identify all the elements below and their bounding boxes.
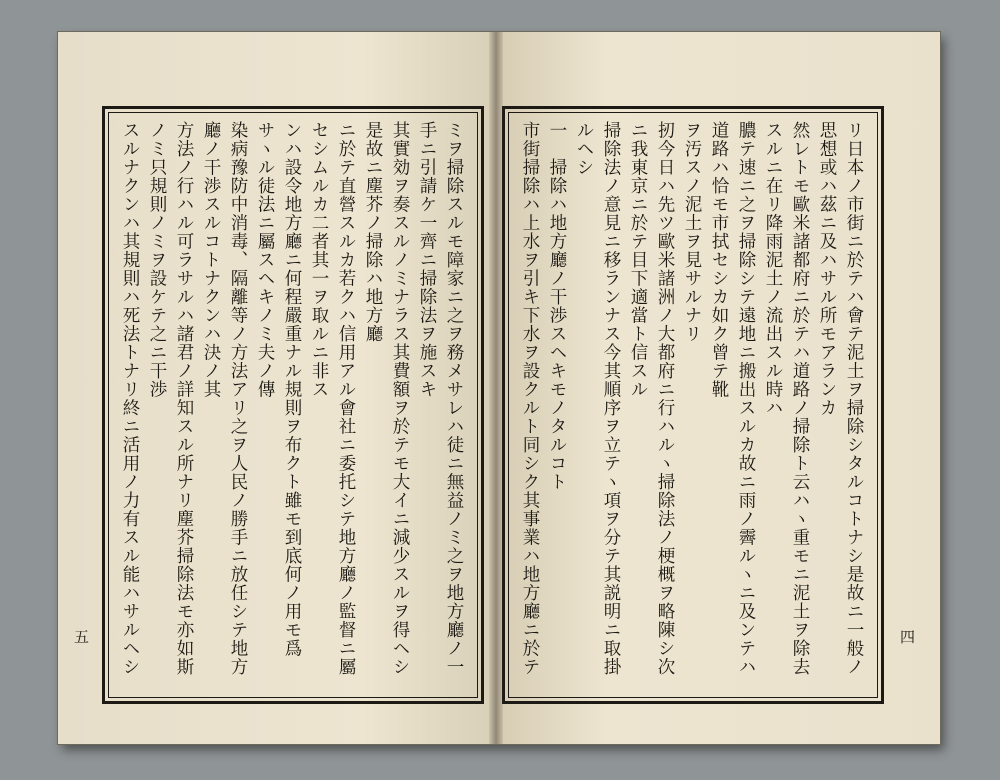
left-text-frame — [102, 106, 484, 704]
text-column: 扨今日ハ先ツ歐米諸洲ノ大都府ニ行ハルヽ掃除法ノ梗概ヲ略陳シ次ニ我東京ニ於テ目下適當ト信スル — [628, 121, 675, 676]
right-text-frame — [502, 106, 884, 704]
page-number: 四 — [900, 628, 916, 646]
text-column: ニ於テ直營スルカ若クハ信用アル會社ニ委托シテ地方廳ノ監督ニ屬セシムルカ二者其一ヲ取ルニ非ス — [309, 121, 356, 676]
text-column: 然レトモ歐米諸都府ニ於テハ道路ノ掃除ト云ハヽ重モニ泥土ヲ除去スルニ在リ降雨泥土ノ流出スル時ハ — [763, 121, 810, 676]
text-column: 市街掃除ハ上水ヲ引キ下水ヲ設クルト同シク其事業ハ地方廳ニ於テ — [520, 121, 540, 676]
left-page — [58, 32, 496, 744]
right-page-text — [519, 121, 867, 689]
text-column: 膿テ速ニ之ヲ掃除シテ遠地ニ搬出スルカ故ニ雨ノ霽ルヽニ及ンテハ道路ハ恰モ市拭セシカ如ク曾テ靴 — [709, 121, 756, 676]
text-column: ヲ汚スノ泥土ヲ見サルナリ — [682, 121, 702, 343]
section-heading: 一 掃除ハ地方廳ノ干渉スヘキモノタルコト — [547, 121, 567, 491]
page-number: 五 — [74, 628, 90, 646]
text-column: 掃除法ノ意見ニ移ランナス今其順序ヲ立テヽ項ヲ分テ其説明ニ取掛ルヘシ — [574, 121, 621, 676]
right-page — [496, 32, 940, 744]
text-column: 方法ノ行ハル可ラサルハ諸君ノ詳知スル所ナリ塵芥掃除法モ亦如斯ノミ只規則ノミヲ設ケテ之ニ干渉 — [147, 121, 194, 676]
left-page-text — [119, 121, 467, 689]
text-column: ミヲ掃除スルモ障家ニ之ヲ務メサレハ徒ニ無益ノミ之ヲ地方廳ノ一手ニ引請ケ一齊ニ掃除法ヲ施スキ — [417, 121, 464, 676]
open-book — [58, 32, 940, 744]
text-column: スルナクンハ其規則ハ死法トナリ終ニ活用ノ力有スル能ハサルヘシ — [120, 121, 140, 676]
book-gutter — [489, 32, 503, 744]
text-column: リ日本ノ市街ニ於テハ會テ泥土ヲ掃除シタルコトナシ是故ニ一般ノ思想或ハ茲ニ及ハサル所モアランカ — [817, 121, 864, 676]
text-column: 其實効ヲ奏スルノミナラス其費額ヲ於テモ大イニ減少スルヲ得ヘシ是故ニ塵芥ノ掃除ハ地方廳 — [363, 121, 410, 676]
text-column: 染病豫防中消毒、隔離等ノ方法アリ之ヲ人民ノ勝手ニ放任シテ地方廳ノ干渉スルコトナクンハ決ノ其 — [201, 121, 248, 676]
text-column: ンハ設令地方廳ニ何程嚴重ナル規則ヲ布クト雖モ到底何ノ用モ爲サヽル徒法ニ屬スヘキノミ夫ノ傳 — [255, 121, 302, 658]
